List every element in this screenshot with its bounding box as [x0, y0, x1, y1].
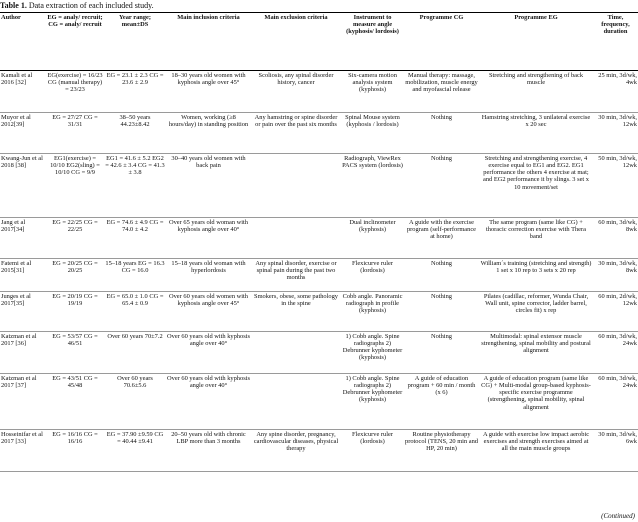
cell-inclusion: Over 60 years old with kyphosis angle over 40°: [166, 374, 251, 430]
cell-exclusion: Scoliosis, any spinal disorder history, cancer: [251, 71, 341, 113]
cell-instrument: Dual inclinometer (kyphosis): [341, 218, 404, 259]
cell-time: 60 min, 2d/wk, 12wk: [593, 292, 638, 332]
cell-sample: EG = 20/19 CG = 19/19: [46, 292, 104, 332]
cell-year-range: Over 60 years 70.6±5.6: [104, 374, 166, 430]
cell-year-range: EG = 23.1 ± 2.3 CG = 23.6 ± 2.9: [104, 71, 166, 113]
cell-year-range: 38–50 years 44.23±8.42: [104, 113, 166, 154]
cell-programme-cg: Nothing: [404, 154, 479, 218]
header-time: Time, frequency, duration: [593, 13, 638, 71]
cell-sample: EG(exercise) = 16/23 CG (manual therapy) = 23/23: [46, 71, 104, 113]
table-row: [0, 374, 638, 430]
table-row: [0, 259, 638, 292]
cell-year-range: Over 60 years 70±7.2: [104, 332, 166, 374]
cell-programme-cg: Nothing: [404, 332, 479, 374]
cell-exclusion: Any spine disorder, pregnancy, cardiovascular diseases, physical therapy: [251, 430, 341, 472]
cell-exclusion: Any hamstring or spine disorder or pain over the past six months: [251, 113, 341, 154]
cell-instrument: Cobb angle. Panoramic radiograph in profile (kyphosis): [341, 292, 404, 332]
cell-programme-eg: Stretching and strengthening exercise, 4 exercise equal to EG1 and EG2. EG1 performance the others 4 exercise at mat; and EG2 performance it by slings. 3 set x 10 movement/set: [479, 154, 593, 218]
cell-programme-eg: A guide of education program (same like CG) + Multi-modal group-based kyphosis-specific exercise programme (strengthening, spinal mobility, spinal alignment: [479, 374, 593, 430]
cell-programme-eg: Stretching and strengthening of back muscle: [479, 71, 593, 113]
table-row: [0, 154, 638, 218]
cell-programme-eg: Pilates (cadillac, reformer, Wunda Chair, Wall unit, spine corrector, ladder barrel, circles fit) x rep: [479, 292, 593, 332]
header-programme-eg: Programme EG: [479, 13, 593, 71]
table-row: [0, 430, 638, 472]
cell-programme-cg: Manual therapy: massage, mobilization, muscle energy and myofascial release: [404, 71, 479, 113]
cell-author: Fatemi et al 2015[31]: [0, 259, 46, 292]
cell-exclusion: [251, 154, 341, 218]
cell-instrument: Radiograph, ViewRex PACS system (lordosis): [341, 154, 404, 218]
table-caption-label: Table 1.: [0, 1, 27, 10]
cell-programme-cg: A guide of education program + 60 min / month (x 6): [404, 374, 479, 430]
cell-author: Kamali et al 2016 [32]: [0, 71, 46, 113]
table-row: [0, 71, 638, 113]
cell-instrument: Flexicurve ruler (lordosis): [341, 430, 404, 472]
cell-time: 30 min, 3d/wk, 12wk: [593, 113, 638, 154]
cell-programme-eg: Multimodal: spinal extensor muscle strengthening, spinal mobility and postural alignment: [479, 332, 593, 374]
cell-inclusion: 18–30 years old women with kyphosis angle over 45°: [166, 71, 251, 113]
cell-author: Hosseinifar et al 2017 [33]: [0, 430, 46, 472]
cell-programme-cg: Nothing: [404, 259, 479, 292]
cell-author: Junges et al 2017[35]: [0, 292, 46, 332]
cell-instrument: 1) Cobb angle. Spine radiographs 2) Debrunner kyphometer (kyphosis): [341, 332, 404, 374]
data-extraction-table: [0, 12, 638, 472]
cell-instrument: Six-camera motion analysis system (kyphosis): [341, 71, 404, 113]
cell-year-range: 15–18 years EG = 16.3 CG = 16.0: [104, 259, 166, 292]
cell-programme-eg: Hamstring stretching, 3 unilateral exercise x 20 sec: [479, 113, 593, 154]
cell-inclusion: 15–18 years old woman with hyperlordosis: [166, 259, 251, 292]
cell-programme-cg: Nothing: [404, 292, 479, 332]
table-row: [0, 113, 638, 154]
cell-sample: EG = 53/57 CG = 46/51: [46, 332, 104, 374]
table-row: [0, 292, 638, 332]
cell-instrument: Spinal Mouse system (kyphosis / lordosis): [341, 113, 404, 154]
cell-exclusion: Any spinal disorder, exercise or spinal pain during the past two months: [251, 259, 341, 292]
cell-programme-cg: Routine physiotherapy protocol (TENS, 20 min and HP, 20 min): [404, 430, 479, 472]
cell-programme-eg: The same program (same like CG) + thoracic correction exercise with Thera band: [479, 218, 593, 259]
cell-exclusion: [251, 374, 341, 430]
table-row: [0, 218, 638, 259]
cell-author: Muyor et al 2012[39]: [0, 113, 46, 154]
cell-sample: EG = 22/25 CG = 22/25: [46, 218, 104, 259]
cell-time: 30 min, 3d/wk, 6wk: [593, 430, 638, 472]
cell-inclusion: Over 60 years old women with kyphosis angle over 45°: [166, 292, 251, 332]
cell-sample: EG = 20/25 CG = 20/25: [46, 259, 104, 292]
cell-time: 60 min, 3d/wk, 8wk: [593, 218, 638, 259]
table-row: [0, 332, 638, 374]
header-author: Author: [0, 13, 46, 71]
cell-inclusion: Over 65 years old woman with kyphosis angle over 40°: [166, 218, 251, 259]
cell-year-range: EG = 37.90 ±9.59 CG = 40.44 ±9.41: [104, 430, 166, 472]
table-header-row: [0, 13, 638, 71]
cell-sample: EG1(exercise) = 10/10 EG2(sling) = 10/10 CG = 9/9: [46, 154, 104, 218]
continued-note: (Continued): [601, 512, 635, 520]
header-inclusion: Main inclusion criteria: [166, 13, 251, 71]
cell-inclusion: Women, working (≥8 hours/day) in standing position: [166, 113, 251, 154]
cell-sample: EG = 27/27 CG = 31/31: [46, 113, 104, 154]
cell-time: 50 min, 3d/wk, 12wk: [593, 154, 638, 218]
cell-author: Katzman et al 2017 [36]: [0, 332, 46, 374]
cell-sample: EG = 43/51 CG = 45/48: [46, 374, 104, 430]
cell-instrument: Flexicurve ruler (lordosis): [341, 259, 404, 292]
header-instrument: Instrument to measure angle (kyphosis/ lordosis): [341, 13, 404, 71]
header-sample: EG = analy/ recruit; CG = analy/ recruit: [46, 13, 104, 71]
cell-time: 25 min, 3d/wk, 4wk: [593, 71, 638, 113]
cell-programme-cg: Nothing: [404, 113, 479, 154]
cell-inclusion: Over 60 years old with kyphosis angle over 40°: [166, 332, 251, 374]
table-caption: [0, 0, 474, 11]
cell-year-range: EG1 = 41.6 ± 5.2 EG2 = 42.6 ± 3.4 CG = 41.3 ± 3.8: [104, 154, 166, 218]
cell-year-range: EG = 65.0 ± 1.0 CG = 65.4 ± 0.9: [104, 292, 166, 332]
cell-inclusion: 30–40 years old women with back pain: [166, 154, 251, 218]
cell-programme-eg: William´s training (stretching and strength) 1 set x 10 rep to 3 sets x 20 rep: [479, 259, 593, 292]
header-exclusion: Main exclusion criteria: [251, 13, 341, 71]
header-year-range: Year range; mean±DS: [104, 13, 166, 71]
cell-exclusion: [251, 218, 341, 259]
table-caption-text: Data extraction of each included study.: [28, 1, 154, 10]
cell-instrument: 1) Cobb angle. Spine radiographs 2) Debrunner kyphometer (kyphosis): [341, 374, 404, 430]
header-programme-cg: Programme CG: [404, 13, 479, 71]
cell-time: 30 min, 3d/wk, 8wk: [593, 259, 638, 292]
cell-year-range: EG = 74.6 ± 4.9 CG = 74.0 ± 4.2: [104, 218, 166, 259]
cell-sample: EG = 16/16 CG = 16/16: [46, 430, 104, 472]
cell-exclusion: [251, 332, 341, 374]
cell-programme-eg: A guide with exercise low impact aerobic exercises and strength exercises aimed at all the main muscle groups: [479, 430, 593, 472]
cell-inclusion: 20–50 years old with chronic LBP more than 3 months: [166, 430, 251, 472]
cell-time: 60 min, 3d/wk, 24wk: [593, 332, 638, 374]
cell-programme-cg: A guide with the exercise program (self-performance at home): [404, 218, 479, 259]
cell-author: Jang et al 2017[34]: [0, 218, 46, 259]
cell-time: 60 min, 3d/wk, 24wk: [593, 374, 638, 430]
cell-author: Kwang-Jun et al 2018 [38]: [0, 154, 46, 218]
cell-author: Katzman et al 2017 [37]: [0, 374, 46, 430]
cell-exclusion: Smokers, obese, some pathology in the spine: [251, 292, 341, 332]
